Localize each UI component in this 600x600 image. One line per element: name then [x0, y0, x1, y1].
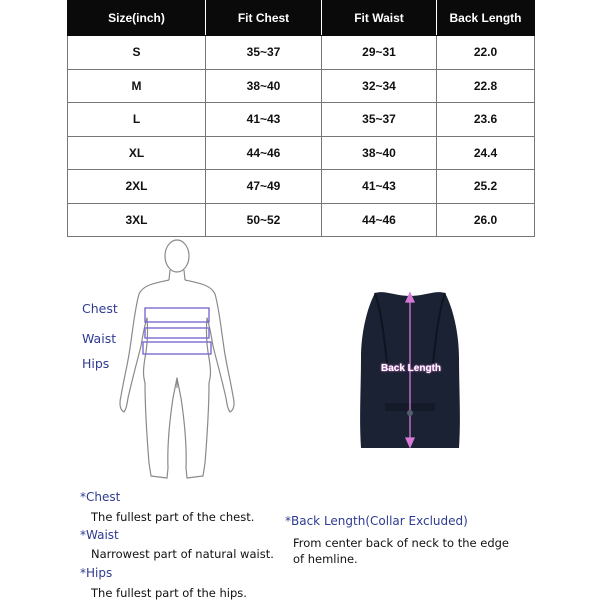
chest-band: [145, 308, 209, 322]
cell-waist: 35~37: [322, 103, 437, 137]
header-size: Size(inch): [68, 1, 206, 36]
back-length-note-line2: of hemline.: [293, 552, 358, 566]
cell-back-length: 22.8: [437, 69, 535, 103]
cell-chest: 35~37: [206, 36, 322, 70]
waist-label: Waist: [82, 331, 117, 346]
cell-waist: 38~40: [322, 136, 437, 170]
cell-chest: 50~52: [206, 203, 322, 237]
cell-back-length: 25.2: [437, 170, 535, 204]
cell-size: L: [68, 103, 206, 137]
table-row: [68, 203, 535, 237]
header-back-length: Back Length: [437, 1, 535, 36]
hips-note-title: *Hips: [80, 566, 113, 580]
cell-waist: 41~43: [322, 170, 437, 204]
back-length-note-title: *Back Length(Collar Excluded): [285, 514, 468, 528]
cell-size: S: [68, 36, 206, 70]
chest-note-text: The fullest part of the chest.: [91, 510, 255, 524]
cell-waist: 32~34: [322, 69, 437, 103]
chest-note-title: *Chest: [80, 490, 121, 504]
cell-back-length: 23.6: [437, 103, 535, 137]
hips-band: [143, 342, 211, 354]
header-fit-chest: Fit Chest: [206, 1, 322, 36]
back-length-label: Back Length: [381, 363, 442, 374]
human-body-outline: [115, 238, 245, 483]
waist-note-text: Narrowest part of natural waist.: [91, 547, 274, 561]
size-chart-table: [67, 0, 535, 237]
back-length-note-line1: From center back of neck to the edge: [293, 536, 510, 550]
cell-size: 2XL: [68, 170, 206, 204]
cell-chest: 41~43: [206, 103, 322, 137]
cell-waist: 29~31: [322, 36, 437, 70]
waist-band: [145, 328, 209, 338]
table-row: [68, 36, 535, 70]
chest-label: Chest: [82, 301, 118, 316]
table-header-row: [68, 1, 535, 36]
head-outline: [165, 240, 189, 272]
table-row: [68, 69, 535, 103]
hips-label: Hips: [82, 356, 110, 371]
cell-chest: 47~49: [206, 170, 322, 204]
cell-size: XL: [68, 136, 206, 170]
cell-back-length: 22.0: [437, 36, 535, 70]
cell-chest: 38~40: [206, 69, 322, 103]
cell-size: 3XL: [68, 203, 206, 237]
table-row: [68, 103, 535, 137]
table-row: [68, 170, 535, 204]
hips-note-text: The fullest part of the hips.: [91, 586, 247, 600]
cell-chest: 44~46: [206, 136, 322, 170]
table-row: [68, 136, 535, 170]
cell-back-length: 26.0: [437, 203, 535, 237]
cell-size: M: [68, 69, 206, 103]
cell-waist: 44~46: [322, 203, 437, 237]
header-fit-waist: Fit Waist: [322, 1, 437, 36]
waist-note-title: *Waist: [80, 528, 119, 542]
cell-back-length: 24.4: [437, 136, 535, 170]
